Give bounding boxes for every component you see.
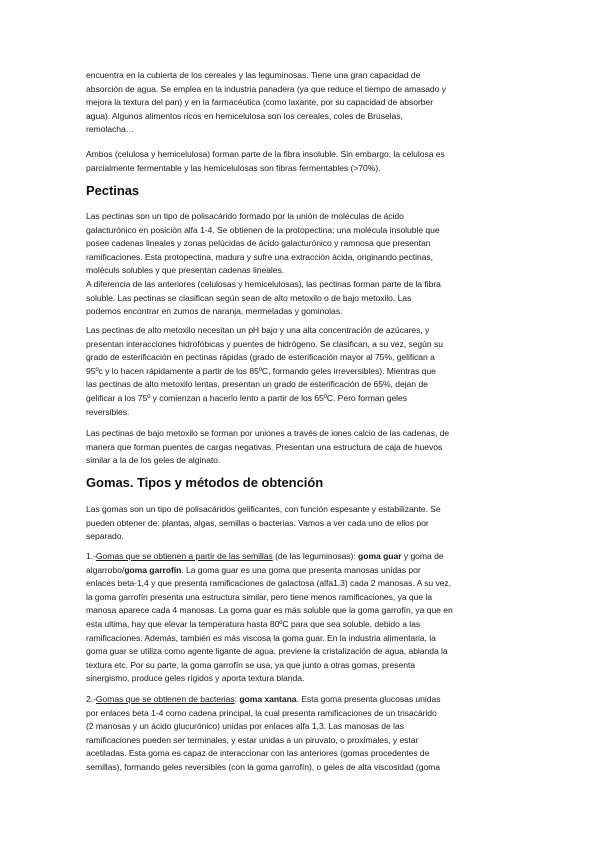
text-line: las pectinas de alto metoxilo lentas, presentan un grado de esterificación de 65%, dejan de (86, 379, 428, 390)
text-line: grado de esterificación en pectinas rápidas (grado de esterificación mayor al 75%, gelifican a (86, 352, 435, 363)
text-line (86, 693, 516, 707)
bold-term: goma guar (358, 551, 402, 561)
bold-term: goma garrofín (124, 564, 182, 575)
pectinas-paragraph-1 (86, 210, 516, 319)
bacterias-paragraph (86, 693, 516, 775)
text-line: ramificaciones pueden ser terminales, y estar unidas a un piruvato, o proximales, y estar (86, 734, 419, 745)
text-line: ramificaciones. Esta protopectina, madura y sufre una extracción ácida, originando pectinas, (86, 251, 433, 262)
text-line: galacturónico en posición alfa 1-4. Se obtienen de la protopectina; una molécula insoluble que (86, 224, 440, 235)
text-line: textura etc. Por su parte, la goma garrofín se usa, ya que junto a otras gomas, presenta (86, 659, 416, 670)
pectinas-paragraph-3 (86, 427, 516, 468)
item-number: 2.- (86, 694, 96, 704)
intro-paragraph (86, 69, 516, 137)
text-line: la goma garrofín presenta una estructura similar, pero tiene menos ramificaciones, ya que la (86, 591, 433, 602)
text-line: gelificar a los 75º y comienzan a hacerlo lento a partir de los 65ºC. Pero forman geles (86, 392, 408, 403)
pectinas-heading: Pectinas (86, 183, 140, 198)
pectinas-paragraph-2 (86, 324, 516, 419)
text-line: similar a la de los geles de alginato. (86, 455, 221, 466)
text-line: encuentra en la cubierta de los cereales y las leguminosas. Tiene una gran capacidad de (86, 70, 421, 80)
text-line: Las pectinas de bajo metoxilo se forman por uniones a través de iones calcio de las cadenas, de (86, 428, 450, 438)
text-line: Las pectinas de alto metoxilo necesitan un pH bajo y una alta concentración de azúcares, y (86, 325, 430, 335)
text-line (86, 564, 516, 578)
text-line: reversibles. (86, 406, 130, 417)
text-span: . Esta goma presenta glucosas unidas (296, 694, 441, 704)
text-line: pueden obtener de: plantas, algas, semillas o bacterias. Vamos a ver cada uno de ellos por (86, 517, 429, 528)
underlined-subtitle: Gomas que se obtienen a partir de las semillas (95, 551, 273, 561)
text-line: presentan interacciones hidrofóbicas y puentes de hidrógeno. Se clasifican, a su vez, según su (86, 338, 443, 349)
text-line: semillas), formando geles reversibles (con la goma garrofín), o geles de alta viscosidad (goma (86, 761, 441, 772)
text-line: moléculs solubles y que presentan cadenas lineales. (86, 265, 285, 276)
text-span: . La goma guar es una goma que presenta manosas unidas por (181, 564, 421, 575)
text-line: posee cadenas lineales y zonas pelúcidas de ácido galacturónico y ramnosa que presentan (86, 238, 431, 249)
text-line: acetiladas. Esta goma es capaz de interaccionar con las anteriores (gomas procedentes de (86, 748, 430, 759)
item-number: 1.- (86, 551, 96, 561)
text-line: Ambos (celulosa y hemicelulosa) forman parte de la fibra insoluble. Sin embargo, la celulosa es (86, 149, 445, 159)
text-line: manosa aparece cada 4 manosas. La goma guar es más soluble que la goma garrofín, ya que en (86, 605, 453, 616)
text-line (86, 550, 516, 564)
underlined-subtitle: Gomas que se obtienen de bacterias (95, 694, 235, 704)
text-line: remolacha… (86, 124, 135, 135)
fibra-paragraph (86, 148, 516, 175)
text-line: Las gomas son un tipo de polisacáridos gelificantes, con función espesante y estabilizante. Se (86, 504, 441, 514)
text-line: mejora la textura del pan) y en la farmacéutica (como laxante, por su capacidad de absorber (86, 97, 434, 108)
text-line: manera que forman puentes de cargas negativas. Presentan una estructura de caja de huevos (86, 441, 443, 452)
text-span: y goma de (401, 551, 444, 561)
text-line: A diferencia de las anteriores (celulosas y hemicelulosas), las pectinas forman parte de la fibra (86, 278, 441, 289)
text-line: separado. (86, 531, 124, 542)
semillas-paragraph (86, 550, 516, 686)
text-span: : (234, 694, 240, 704)
text-line: agua). Algunos alimentos ricos en hemicelulosa son los cereales, coles de Bruselas, (86, 110, 403, 121)
text-line: 95ºc y lo hacen rápidamente a partir de los 85ºC, formando geles irreversibles). Mientras que (86, 365, 436, 376)
text-line: enlaces beta-1,4 y que presenta ramificaciones de galactosa (alfa1,3) cada 2 manosas. A su vez, (86, 578, 451, 589)
text-line: goma guar se utiliza como agente ligante de agua, previene la cristalización de agua, ablanda la (86, 646, 448, 657)
text-line: sinergismo, produce geles rígidos y aporta textura blanda. (86, 673, 305, 684)
gomas-intro-paragraph (86, 503, 516, 544)
bold-term: goma xantana (239, 694, 297, 704)
text-line: podemos encontrar en zumos de naranja, mermeladas y gominolas. (86, 306, 343, 317)
text-line: Las pectinas son un tipo de polisacárido formado por la unión de moléculas de ácido (86, 211, 404, 221)
text-line: parcialmente fermentable y las hemicelulosas son fibras fermentables (>70%). (86, 162, 381, 173)
text-line: ramificaciones. Además, también es más viscosa la goma guar. En la industria alimentaria, la (86, 632, 436, 643)
text-span: (de las leguminosas): (272, 551, 359, 561)
text-line: soluble. Las pectinas se clasifican según sean de alto metoxilo o de bajo metoxilo. Las (86, 292, 412, 303)
text-line: (2 manosas y un ácido glucurónico) unidas por enlaces alfa 1,3. Las manosas de las (86, 721, 404, 732)
text-line: esta ultima, hay que elevar la temperatura hasta 80ºC para que sea soluble, debido a las (86, 618, 421, 629)
text-line: por enlaces beta 1-4 como cadena principal, la cual presenta ramificaciones de un trisacárido (86, 707, 437, 718)
text-span: algarrobo/ (86, 564, 125, 575)
text-line: absorción de agua. Se emplea en la industria panadera (ya que reduce el tiempo de amasado y (86, 83, 446, 94)
gomas-heading: Gomas. Tipos y métodos de obtención (86, 475, 324, 490)
